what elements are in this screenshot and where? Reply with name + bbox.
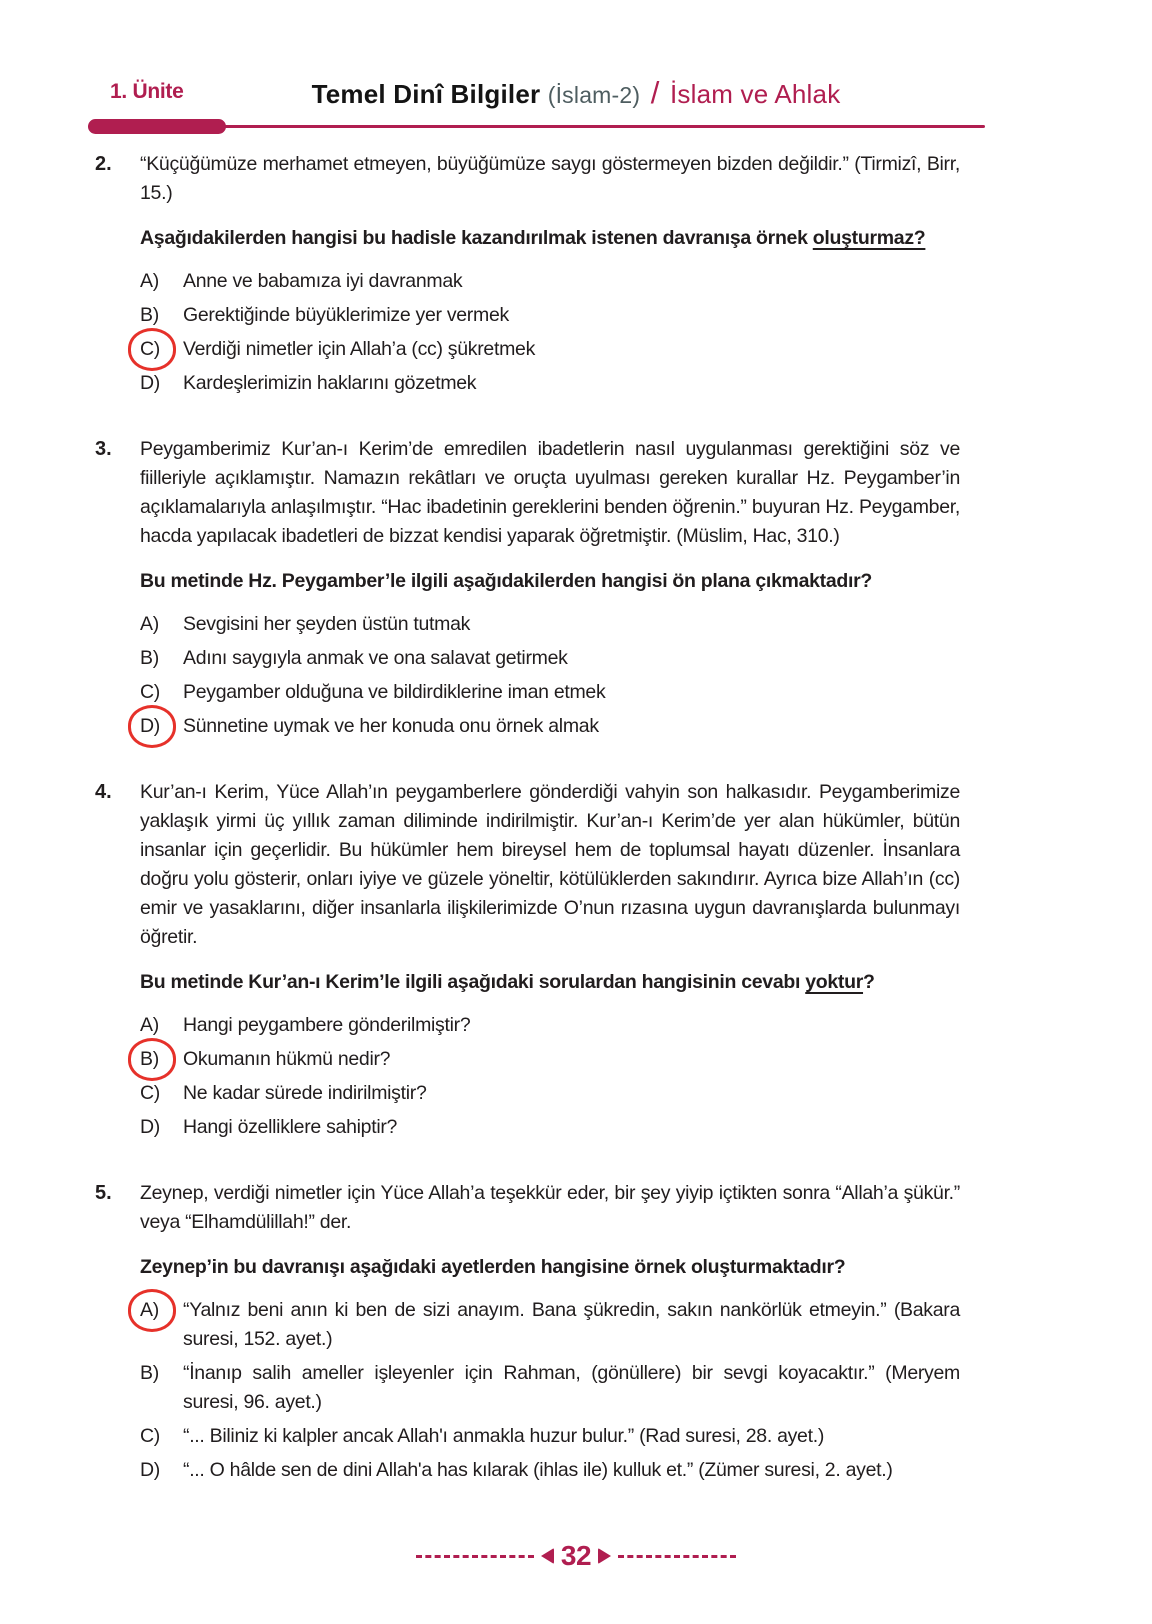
option-b xyxy=(140,1356,960,1419)
title-separator: / xyxy=(650,75,660,110)
option-letter xyxy=(140,1079,183,1108)
option-a xyxy=(140,607,960,641)
dash-line-left xyxy=(416,1555,534,1558)
option-text: Adını saygıyla anmak ve ona salavat getirmek xyxy=(183,646,568,669)
option-text: Hangi özelliklere sahiptir? xyxy=(183,1115,398,1138)
answer-circle-icon xyxy=(128,1289,176,1332)
option-b xyxy=(140,298,960,332)
option-text: Ne kadar sürede indirilmiştir? xyxy=(183,1081,427,1104)
answer-circle-icon xyxy=(128,705,176,748)
option-text: Verdiği nimetler için Allah’a (cc) şükretmek xyxy=(183,337,536,360)
page-arrow-left-icon xyxy=(541,1548,554,1564)
dash-line-right xyxy=(618,1555,736,1558)
option-letter-text: C) xyxy=(140,680,160,703)
title-subtitle: (İslam-2) xyxy=(547,82,641,108)
options-list xyxy=(140,1293,960,1487)
option-b xyxy=(140,641,960,675)
option-text: Hangi peygambere gönderilmiştir? xyxy=(183,1013,471,1036)
option-c xyxy=(140,675,960,709)
option-c xyxy=(140,332,960,366)
option-letter-text: A) xyxy=(140,1298,159,1321)
option-letter-text: C) xyxy=(140,1081,160,1104)
option-text: Kardeşlerimizin haklarını gözetmek xyxy=(183,371,477,394)
option-text: Sevgisini her şeyden üstün tutmak xyxy=(183,612,471,635)
header-rule-bar xyxy=(88,119,226,134)
page-footer xyxy=(0,1540,1152,1572)
option-letter-text: C) xyxy=(140,1424,160,1447)
prompt-text: Aşağıdakilerden hangisi bu hadisle kazandırılmak istenen davranışa örnek xyxy=(140,227,813,249)
option-c xyxy=(140,1419,960,1453)
option-letter xyxy=(140,267,183,296)
option-text: Anne ve babamıza iyi davranmak xyxy=(183,269,463,292)
prompt-text: Zeynep’in bu davranışı aşağıdaki ayetlerden hangisine örnek oluşturmaktadır? xyxy=(140,1256,846,1278)
question-prompt xyxy=(140,567,960,596)
title-accent: İslam ve Ahlak xyxy=(669,79,841,109)
option-letter xyxy=(140,1011,183,1040)
option-letter xyxy=(140,301,183,330)
question-2 xyxy=(95,150,960,400)
prompt-underlined-text: yoktur xyxy=(805,971,864,993)
question-text: Peygamberimiz Kur’an-ı Kerim’de emredilen ibadetlerin nasıl uygulanması gerektiğini söz ve fiilleriyle açıklamıştır. Namazın rekâtları ve oruçta uyulması gereken kurallar Hz. Peygamber’in açıklamalarıyla anlaşılmıştır. “Hac ibadetinin gereklerini benden öğrenin.” buyuran Hz. Peygamber, hacda yapılacak ibadetleri de bizzat kendisi yaparak öğretmiştir. (Müslim, Hac, 310.) xyxy=(140,438,960,547)
prompt-text: Bu metinde Kur’an-ı Kerim’le ilgili aşağıdaki sorulardan hangisinin cevabı xyxy=(140,971,806,993)
option-b xyxy=(140,1042,960,1076)
option-letter-text: D) xyxy=(140,714,160,737)
option-letter-text: A) xyxy=(140,612,159,635)
question-number: 5. xyxy=(95,1182,112,1204)
option-letter-text: B) xyxy=(140,1361,159,1384)
options-list xyxy=(140,607,960,743)
option-text: Okumanın hükmü nedir? xyxy=(183,1047,391,1070)
option-d xyxy=(140,1453,960,1487)
option-letter xyxy=(140,1456,183,1485)
option-letter xyxy=(140,712,183,741)
question-number: 4. xyxy=(95,781,112,803)
option-letter xyxy=(140,369,183,398)
option-letter xyxy=(140,1296,183,1354)
questions-area xyxy=(0,134,1152,1487)
page-number: 32 xyxy=(560,1540,592,1571)
option-letter-text: C) xyxy=(140,337,160,360)
answer-circle-icon xyxy=(128,328,176,371)
options-list xyxy=(140,1008,960,1144)
option-text: “Yalnız beni anın ki ben de sizi anayım. Bana şükredin, sakın nankörlük etmeyin.” (Bakara suresi, 152. ayet.) xyxy=(183,1298,960,1350)
question-number: 3. xyxy=(95,438,112,460)
option-letter xyxy=(140,610,183,639)
question-body xyxy=(140,150,960,400)
option-letter-text: D) xyxy=(140,1458,160,1481)
option-letter-text: B) xyxy=(140,303,159,326)
unit-label: 1. Ünite xyxy=(110,80,184,103)
option-text: Peygamber olduğuna ve bildirdiklerine iman etmek xyxy=(183,680,606,703)
option-letter xyxy=(140,1422,183,1451)
option-letter xyxy=(140,1359,183,1417)
header-rule xyxy=(88,119,985,134)
title-main: Temel Dinî Bilgiler xyxy=(311,79,541,109)
option-a xyxy=(140,1293,960,1356)
option-letter-text: D) xyxy=(140,371,160,394)
option-a xyxy=(140,264,960,298)
option-letter xyxy=(140,678,183,707)
question-3 xyxy=(95,435,960,743)
option-letter-text: B) xyxy=(140,1047,159,1070)
option-letter xyxy=(140,1045,183,1074)
question-body xyxy=(140,1179,960,1487)
answer-circle-icon xyxy=(128,1038,176,1081)
option-letter-text: A) xyxy=(140,1013,159,1036)
option-d xyxy=(140,709,960,743)
question-text: Zeynep, verdiği nimetler için Yüce Allah’a teşekkür eder, bir şey yiyip içtikten sonra “Allah’a şükür.” veya “Elhamdülillah!” der. xyxy=(140,1182,960,1233)
option-a xyxy=(140,1008,960,1042)
question-prompt xyxy=(140,1253,960,1282)
option-letter xyxy=(140,1113,183,1142)
option-d xyxy=(140,366,960,400)
prompt-suffix: ? xyxy=(863,971,875,993)
options-list xyxy=(140,264,960,400)
question-text: Kur’an-ı Kerim, Yüce Allah’ın peygamberlere gönderdiği vahyin son halkasıdır. Peygamberimize yaklaşık yirmi üç yıllık zaman diliminde indirilmiştir. Kur’an-ı Kerim’de yer alan hükümler, bütün insanlar için geçerlidir. Bu hükümler hem bireysel hem de toplumsal hayatı düzenler. İnsanlara doğru yolu gösterir, onları iyiye ve güzele yöneltir, kötülüklerden sakındırır. Ayrıca bize Allah’ın (cc) emir ve yasaklarını, diğer insanlarla ilişkilerimizde O’nun rızasına uygun davranışlarda bulunmayı öğretir. xyxy=(140,781,960,948)
option-d xyxy=(140,1110,960,1144)
question-5 xyxy=(95,1179,960,1487)
option-text: “... O hâlde sen de dini Allah'a has kılarak (ihlas ile) kulluk et.” (Zümer suresi, 2. ayet.) xyxy=(183,1458,893,1481)
option-letter-text: D) xyxy=(140,1115,160,1138)
option-letter xyxy=(140,644,183,673)
option-letter xyxy=(140,335,183,364)
prompt-underlined-text: oluşturmaz? xyxy=(812,227,926,249)
question-prompt xyxy=(140,968,960,997)
question-number: 2. xyxy=(95,153,112,175)
page-arrow-right-icon xyxy=(598,1548,611,1564)
option-text: Gerektiğinde büyüklerimize yer vermek xyxy=(183,303,509,326)
prompt-text: Bu metinde Hz. Peygamber’le ilgili aşağıdakilerden hangisi ön plana çıkmaktadır? xyxy=(140,570,873,592)
option-c xyxy=(140,1076,960,1110)
question-4 xyxy=(95,778,960,1144)
option-text: Sünnetine uymak ve her konuda onu örnek almak xyxy=(183,714,599,737)
option-text: “... Biliniz ki kalpler ancak Allah'ı anmakla huzur bulur.” (Rad suresi, 28. ayet.) xyxy=(183,1424,825,1447)
question-text: “Küçüğümüze merhamet etmeyen, büyüğümüze saygı göstermeyen bizden değildir.” (Tirmizî, Birr, 15.) xyxy=(140,153,960,204)
option-letter-text: B) xyxy=(140,646,159,669)
question-body xyxy=(140,778,960,1144)
question-body xyxy=(140,435,960,743)
question-prompt xyxy=(140,224,960,253)
page-header xyxy=(0,0,1152,134)
option-letter-text: A) xyxy=(140,269,159,292)
option-text: “İnanıp salih ameller işleyenler için Rahman, (gönüllere) bir sevgi koyacaktır.” (Meryem suresi, 96. ayet.) xyxy=(183,1361,960,1413)
